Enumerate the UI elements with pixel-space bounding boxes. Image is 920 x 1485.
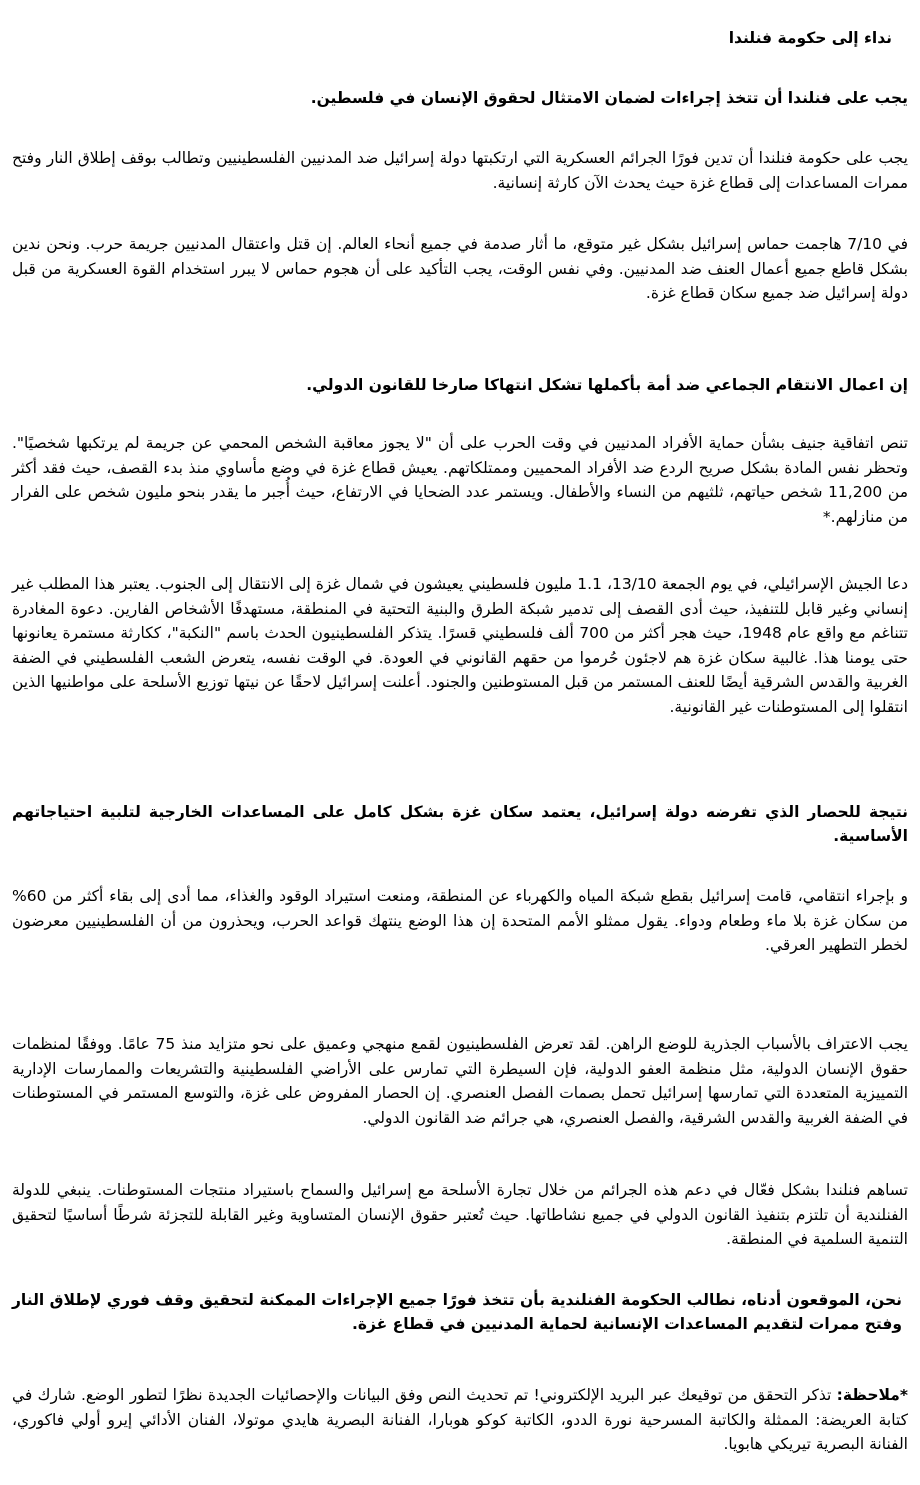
paragraph-geneva-convention: تنص اتفاقية جنيف بشأن حماية الأفراد المدنيين في وقت الحرب على أن "لا يجوز معاقبة الشخص المحمي عن جريمة لم يرتكبها شخصيًا". وتحظر نفس المادة بشكل صريح الردع ضد الأفراد المحميين وممتلكاتهم. يعيش قطاع غزة في وضع مأساوي منذ بدء القصف، حيث فقد أكثر من 11,200 شخص حياتهم، ثلثيهم من النساء والأطفال. ويستمر عدد الضحايا في الارتفاع، حيث أُجبر ما يقدر بنحو مليون شخص على الفرار من منازلهم.* [12,434,909,526]
note-paragraph [12,1383,908,1457]
heading-siege: نتيجة للحصار الذي تفرضه دولة إسرائيل، يعتمد سكان غزة بشكل كامل على المساعدات الخارجية لتلبية احتياجاتهم الأساسية. [12,803,908,845]
heading-demand: نحن، الموقعون أدناه، نطالب الحكومة الفنلندية بأن تتخذ فورًا جميع الإجراءات الممكنة لتحقيق وقف فوري لإطلاق النار وفتح ممرات لتقديم المساعدات الإنسانية لحماية المدنيين في قطاع غزة. [12,1291,902,1333]
note-label: *ملاحظة: [836,1386,908,1404]
heading-human-rights: يجب على فنلندا أن تتخذ إجراءات لضمان الامتثال لحقوق الإنسان في فلسطين. [310,89,908,107]
paragraph-water-electricity: و بإجراء انتقامي، قامت إسرائيل بقطع شبكة المياه والكهرباء عن المنطقة، ومنعت استيراد الوقود والغذاء، مما أدى إلى بقاء أكثر من 60% من سكان غزة بلا ماء وطعام ودواء. يقول ممثلو الأمم المتحدة إن هذا الوضع ينتهك قواعد الحرب، ويحذرون من أن الفلسطينيين معرضون لخطر التطهير العرقي. [12,887,908,954]
note-text: تذكر التحقق من توقيعك عبر البريد الإلكتروني! تم تحديث النص وفق البيانات والإحصائيات الجديدة نظرًا لتطور الوضع. شارك في كتابة العريضة: الممثلة والكاتبة المسرحية نورة الددو، الكاتبة كوكو هوبارا، الفنانة البصرية هايدي موتولا، الفنان الأدائي إيرو أولي فاكوري، الفنانة البصرية تيريكي هابويا. [12,1386,908,1453]
paragraph-root-causes: يجب الاعتراف بالأسباب الجذرية للوضع الراهن. لقد تعرض الفلسطينيون لقمع منهجي وعميق على نحو متزايد منذ 75 عامًا. ووفقًا لمنظمات حقوق الإنسان الدولية، مثل منظمة العفو الدولية، فإن السيطرة التي تمارس على الأراضي الفلسطينية والتشريعات والممارسات الإدارية التمييزية المتعددة التي تمارسها إسرائيل تحمل بصمات الفصل العنصري. إن الحصار المفروض على غزة، والتوسع المستمر في المستوطنات في الضفة الغربية والقدس الشرقية، والفصل العنصري، هي جرائم ضد القانون الدولي. [12,1035,909,1127]
paragraph-hamas-attack: في 7/10 هاجمت حماس إسرائيل بشكل غير متوقع، ما أثار صدمة في جميع أنحاء العالم. إن قتل واعتقال المدنيين جريمة حرب. ونحن ندين بشكل قاطع جميع أعمال العنف ضد المدنيين. وفي نفس الوقت، يجب التأكيد على أن هجوم حماس لا يبرر استخدام القوة العسكرية من قبل دولة إسرائيل ضد جميع سكان قطاع غزة. [12,235,908,302]
heading-collective-punishment: إن اعمال الانتقام الجماعي ضد أمة بأكملها تشكل انتهاكا صارخا للقانون الدولي. [306,376,908,394]
paragraph-finland-role: تساهم فنلندا بشكل فعّال في دعم هذه الجرائم من خلال تجارة الأسلحة مع إسرائيل والسماح باستيراد منتجات المستوطنات. ينبغي للدولة الفنلندية أن تلتزم بتنفيذ القانون الدولي في جميع نشاطاتها. حيث تُعتبر حقوق الإنسان المتساوية وغير القابلة للتجزئة شرطًا أساسيًا لتحقيق التنمية السلمية في المنطقة. [12,1181,908,1248]
document-title: نداء إلى حكومة فنلندا [728,29,892,47]
paragraph-condemn-crimes: يجب على حكومة فنلندا أن تدين فورًا الجرائم العسكرية التي ارتكبتها دولة إسرائيل ضد المدنيين الفلسطينيين وتطالب بوقف إطلاق النار وفتح ممرات المساعدات إلى قطاع غزة حيث يحدث الآن كارثة إنسانية. [12,149,908,192]
paragraph-evacuation-order: دعا الجيش الإسرائيلي، في يوم الجمعة 13/10، 1.1 مليون فلسطيني يعيشون في شمال غزة إلى الانتقال إلى الجنوب. يعتبر هذا المطلب غير إنساني وغير قابل للتنفيذ، حيث أدى القصف إلى تدمير شبكة الطرق والبنية التحتية في المنطقة، مستهدفًا الأشخاص الفارين. دعوة المغادرة تتناغم مع واقع عام 1948، حيث هجر أكثر من 700 ألف فلسطيني قسرًا. يتذكر الفلسطينيون الحدث باسم "النكبة"، ككارثة مستمرة يعانونها حتى يومنا هذا. غالبية سكان غزة هم لاجئون حُرموا من حقهم القانوني في العودة. في الوقت نفسه، يتعرض الشعب الفلسطيني في الضفة الغربية والقدس الشرقية أيضًا للعنف المستمر من قبل المستوطنين والجنود. أعلنت إسرائيل لاحقًا عن نيتها توزيع الأسلحة على مواطنيها الذين انتقلوا إلى المستوطنات غير القانونية. [12,575,908,716]
